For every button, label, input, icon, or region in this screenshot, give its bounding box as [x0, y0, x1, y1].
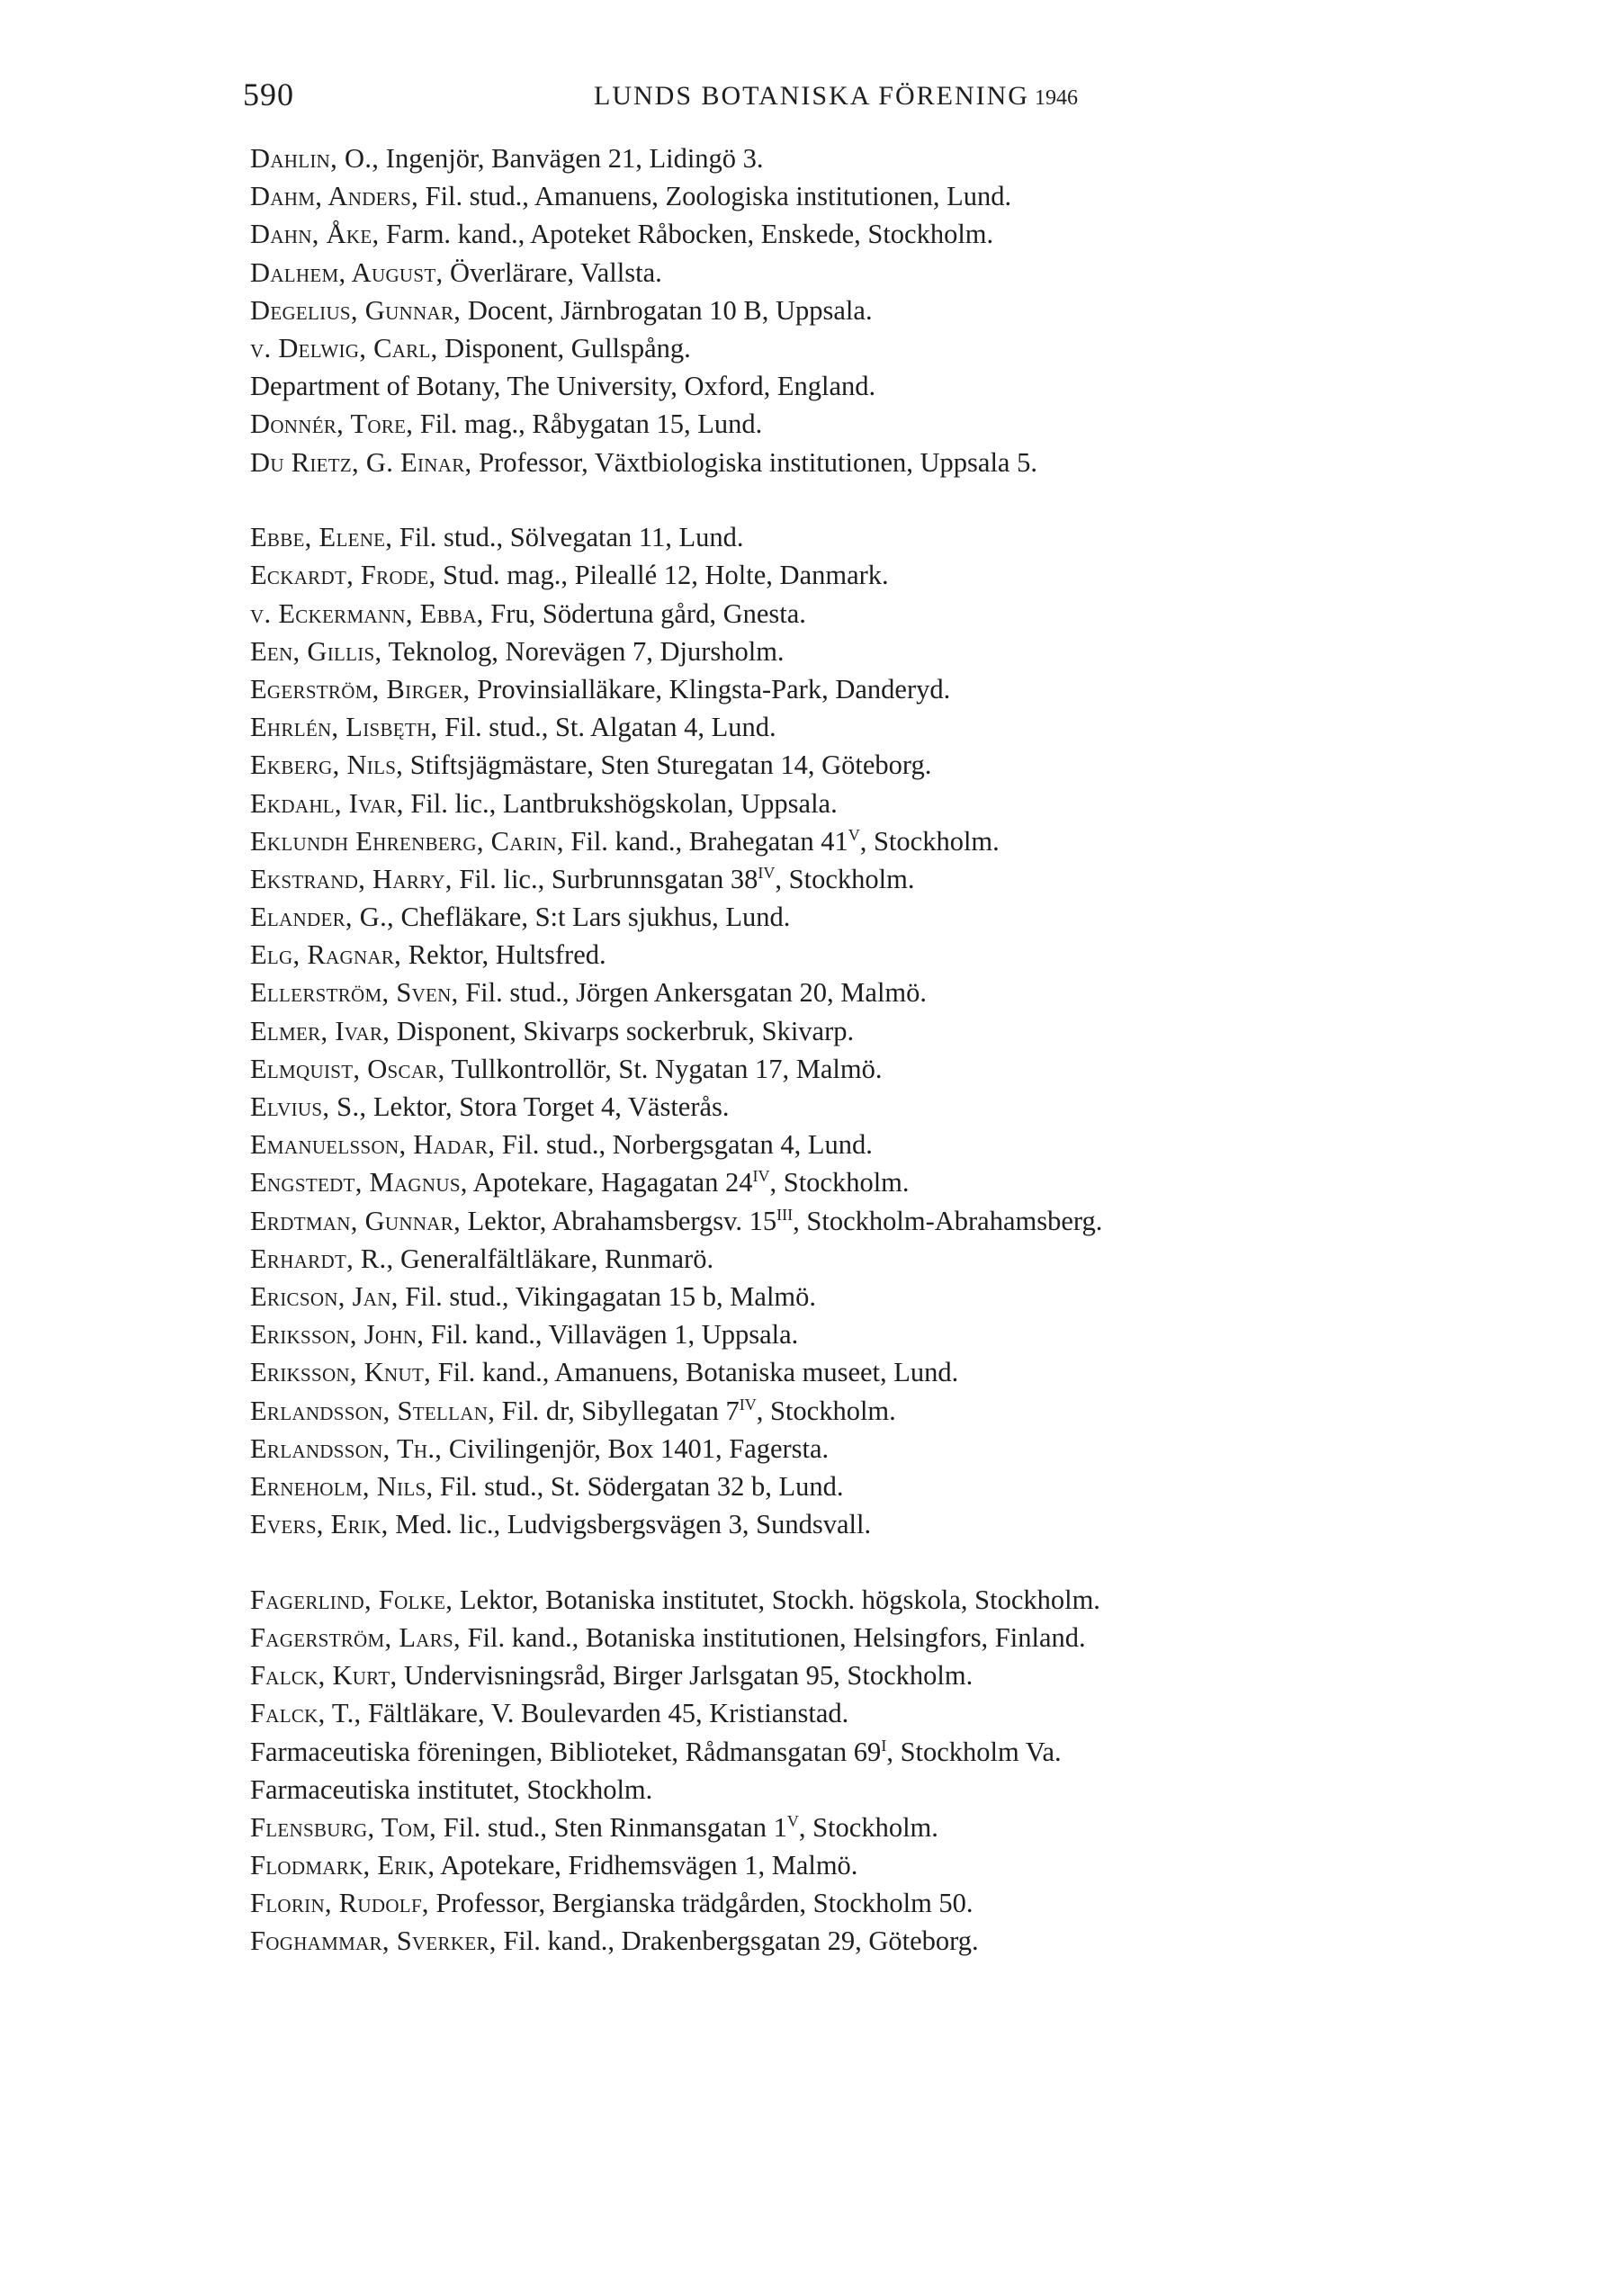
member-details-tail: , Stockholm.	[859, 825, 1000, 857]
floor-number: IV	[752, 1167, 770, 1186]
member-entry	[250, 1733, 1582, 1771]
member-name: Dalhem, August,	[250, 256, 444, 288]
member-entry	[250, 595, 1582, 633]
member-details: Farmaceutiska institutet, Stockholm.	[250, 1773, 653, 1805]
member-entry	[250, 1430, 1582, 1468]
member-entry	[250, 1656, 1582, 1694]
member-entry	[250, 898, 1582, 936]
member-name: Een, Gillis,	[250, 635, 382, 667]
member-details: Civilingenjör, Box 1401, Fagersta.	[442, 1432, 830, 1464]
journal-title: LUNDS BOTANISKA FÖRENING	[594, 81, 1029, 111]
member-name: Falck, Kurt,	[250, 1660, 398, 1692]
member-details-tail: , Stockholm.	[769, 1167, 910, 1198]
member-name: Elg, Ragnar,	[250, 939, 402, 971]
member-details: Professor, Bergianska trädgården, Stockholm 50.	[428, 1888, 974, 1919]
member-entry	[250, 785, 1582, 822]
floor-number: IV	[758, 863, 776, 882]
member-entry	[250, 1392, 1582, 1430]
member-name: Eriksson, Knut,	[250, 1357, 432, 1388]
member-details: Lektor, Botaniska institutet, Stockh. högskola, Stockholm.	[453, 1584, 1100, 1615]
member-details: Fil. stud., Jörgen Ankersgatan 20, Malmö.	[458, 977, 928, 1009]
member-details: Lektor, Abrahamsbergsv. 15	[461, 1205, 777, 1236]
member-entry	[250, 139, 1582, 177]
member-details: Fil. stud., St. Södergatan 32 b, Lund.	[433, 1470, 844, 1502]
member-entry	[250, 1581, 1582, 1619]
member-entry	[250, 215, 1582, 253]
member-name: Dahn, Åke,	[250, 219, 380, 250]
member-entry	[250, 860, 1582, 898]
member-details: Disponent, Gullspång.	[437, 332, 691, 364]
member-details-tail: , Stockholm Va.	[886, 1736, 1062, 1767]
member-name: Ellerström, Sven,	[250, 977, 459, 1009]
journal-year: 1946	[1034, 86, 1078, 110]
member-entry	[250, 822, 1582, 860]
member-details: Fil. lic., Lantbrukshögskolan, Uppsala.	[403, 787, 838, 819]
member-details-tail: , Stockholm-Abrahamsberg.	[793, 1205, 1103, 1236]
member-name: Eriksson, John,	[250, 1319, 425, 1351]
member-name: Egerström, Birger,	[250, 673, 471, 705]
member-entry	[250, 1202, 1582, 1240]
member-entry	[250, 1771, 1582, 1809]
member-name: Erdtman, Gunnar,	[250, 1205, 462, 1236]
member-details: Fil. kand., Brahegatan 41	[563, 825, 848, 857]
member-name: Ehrlén, Lisbęth,	[250, 712, 438, 743]
member-entry	[250, 367, 1582, 405]
member-details: Stiftsjägmästare, Sten Sturegatan 14, Göteborg.	[403, 750, 932, 781]
floor-number: V	[848, 825, 860, 844]
member-entry	[250, 556, 1582, 594]
member-entry	[250, 444, 1582, 481]
entry-group	[250, 139, 1582, 481]
member-details: Farmaceutiska föreningen, Biblioteket, Rådmansgatan 69	[250, 1736, 882, 1767]
member-details: Fil. lic., Surbrunnsgatan 38	[452, 863, 758, 894]
member-entry	[250, 1050, 1582, 1088]
member-name: Evers, Erik,	[250, 1509, 389, 1540]
member-details: Chefläkare, S:t Lars sjukhus, Lund.	[393, 902, 791, 933]
member-entry	[250, 1163, 1582, 1201]
page-number: 590	[243, 76, 294, 112]
member-entry	[250, 1353, 1582, 1391]
member-name: Fagerlind, Folke,	[250, 1584, 453, 1615]
member-entry	[250, 1126, 1582, 1163]
member-name: Florin, Rudolf,	[250, 1888, 429, 1919]
member-entry	[250, 1846, 1582, 1884]
floor-number: III	[776, 1205, 794, 1224]
member-entry	[250, 1619, 1582, 1656]
member-details: Fil. stud., Amanuens, Zoologiska institutionen, Lund.	[418, 181, 1012, 212]
member-name: Elmer, Ivar,	[250, 1015, 390, 1046]
member-name: Engstedt, Magnus,	[250, 1167, 468, 1198]
member-details-tail: , Stockholm.	[798, 1811, 938, 1843]
member-name: Erhardt, R.,	[250, 1243, 394, 1274]
member-name: Ekdahl, Ivar,	[250, 787, 404, 819]
member-name: Degelius, Gunnar,	[250, 294, 462, 326]
member-details-tail: , Stockholm.	[775, 863, 915, 894]
member-entry	[250, 1240, 1582, 1278]
member-details: Tullkontrollör, St. Nygatan 17, Malmö.	[444, 1053, 883, 1084]
member-details: Stud. mag., Pileallé 12, Holte, Danmark.	[435, 560, 889, 591]
member-entry	[250, 405, 1582, 443]
member-name: Erlandsson, Stellan,	[250, 1395, 496, 1426]
member-details: Apotekare, Fridhemsvägen 1, Malmö.	[435, 1850, 858, 1881]
entry-group	[250, 518, 1582, 1543]
member-entry	[250, 254, 1582, 292]
member-details: Fältläkare, V. Boulevarden 45, Kristianstad.	[361, 1698, 849, 1729]
member-entry	[250, 1505, 1582, 1543]
member-details: Fil. kand., Villavägen 1, Uppsala.	[424, 1319, 799, 1351]
member-name: Ekstrand, Harry,	[250, 863, 453, 894]
member-entry	[250, 670, 1582, 708]
member-name: Erneholm, Nils,	[250, 1470, 434, 1502]
member-entry	[250, 974, 1582, 1011]
member-name: Donnér, Tore,	[250, 408, 414, 440]
member-name: Elander, G.,	[250, 902, 394, 933]
running-header	[594, 81, 1078, 112]
member-entry	[250, 936, 1582, 974]
member-details: Disponent, Skivarps sockerbruk, Skivarp.	[390, 1015, 855, 1046]
member-details: Docent, Järnbrogatan 10 B, Uppsala.	[461, 294, 873, 326]
member-details: Undervisningsråd, Birger Jarlsgatan 95, Stockholm.	[397, 1660, 974, 1692]
member-details: Fil. kand., Drakenbergsgatan 29, Göteborg.	[496, 1925, 979, 1957]
member-details: Lektor, Stora Torget 4, Västerås.	[366, 1091, 730, 1122]
member-details: Teknolog, Norevägen 7, Djursholm.	[381, 635, 785, 667]
member-details: Fil. kand., Botaniska institutionen, Helsingfors, Finland.	[460, 1621, 1086, 1653]
member-name: v. Delwig, Carl,	[250, 332, 438, 364]
member-name: Eckardt, Frode,	[250, 560, 436, 591]
member-details: Fil. stud., Norbergsgatan 4, Lund.	[495, 1129, 873, 1161]
member-entry	[250, 1884, 1582, 1922]
member-details: Professor, Växtbiologiska institutionen, Uppsala 5.	[471, 446, 1037, 478]
member-details: Fil. stud., St. Algatan 4, Lund.	[437, 712, 776, 743]
member-list	[250, 139, 1582, 1961]
member-details: Farm. kand., Apoteket Råbocken, Enskede, Stockholm.	[379, 219, 994, 250]
member-entry	[250, 292, 1582, 329]
member-entry	[250, 708, 1582, 746]
member-details: Fru, Södertuna gård, Gnesta.	[483, 597, 806, 629]
floor-number: V	[786, 1811, 799, 1830]
member-details: Fil. stud., Sölvegatan 11, Lund.	[392, 522, 744, 553]
member-details: Generalfältläkare, Runmarö.	[393, 1243, 714, 1274]
member-name: Dahlin, O.,	[250, 143, 380, 174]
member-name: Ericson, Jan,	[250, 1280, 399, 1312]
member-entry	[250, 1468, 1582, 1505]
member-name: Emanuelsson, Hadar,	[250, 1129, 496, 1161]
member-entry	[250, 1278, 1582, 1315]
member-details-tail: , Stockholm.	[756, 1395, 896, 1426]
member-details: Fil. stud., Vikingagatan 15 b, Malmö.	[398, 1280, 817, 1312]
member-entry	[250, 329, 1582, 367]
member-name: v. Eckermann, Ebba,	[250, 597, 484, 629]
member-details: Rektor, Hultsfred.	[401, 939, 606, 971]
member-details: Fil. mag., Råbygatan 15, Lund.	[413, 408, 763, 440]
member-name: Dahm, Anders,	[250, 181, 418, 212]
member-entry	[250, 1012, 1582, 1050]
member-name: Ekberg, Nils,	[250, 750, 404, 781]
member-entry	[250, 746, 1582, 784]
member-name: Flensburg, Tom,	[250, 1811, 437, 1843]
member-details: Department of Botany, The University, Oxford, England.	[250, 371, 876, 402]
member-details: Överlärare, Vallsta.	[443, 256, 662, 288]
member-name: Fagerström, Lars,	[250, 1621, 461, 1653]
member-details: Fil. stud., Sten Rinmansgatan 1	[436, 1811, 787, 1843]
member-name: Elvius, S.,	[250, 1091, 367, 1122]
member-entry	[250, 1088, 1582, 1126]
member-entry	[250, 1694, 1582, 1732]
floor-number: IV	[739, 1395, 757, 1414]
member-details: Fil. dr, Sibyllegatan 7	[495, 1395, 740, 1426]
member-name: Foghammar, Sverker,	[250, 1925, 497, 1957]
member-name: Falck, T.,	[250, 1698, 362, 1729]
member-name: Elmquist, Oscar,	[250, 1053, 445, 1084]
floor-number: I	[881, 1736, 887, 1755]
member-entry	[250, 518, 1582, 556]
member-details: Ingenjör, Banvägen 21, Lidingö 3.	[379, 143, 764, 174]
member-details: Fil. kand., Amanuens, Botaniska museet, Lund.	[431, 1357, 959, 1388]
member-name: Eklundh Ehrenberg, Carin,	[250, 825, 564, 857]
member-details: Apotekare, Hagagatan 24	[467, 1167, 753, 1198]
member-name: Flodmark, Erik,	[250, 1850, 435, 1881]
member-entry	[250, 633, 1582, 670]
member-entry	[250, 1809, 1582, 1846]
member-details: Provinsialläkare, Klingsta-Park, Danderyd.	[470, 673, 951, 705]
member-name: Erlandsson, Th.,	[250, 1432, 443, 1464]
member-entry	[250, 177, 1582, 215]
member-name: Ebbe, Elene,	[250, 522, 393, 553]
member-name: Du Rietz, G. Einar,	[250, 446, 472, 478]
member-details: Med. lic., Ludvigsbergsvägen 3, Sundsvall.	[388, 1509, 872, 1540]
entry-group	[250, 1581, 1582, 1961]
member-entry	[250, 1922, 1582, 1960]
member-entry	[250, 1315, 1582, 1353]
